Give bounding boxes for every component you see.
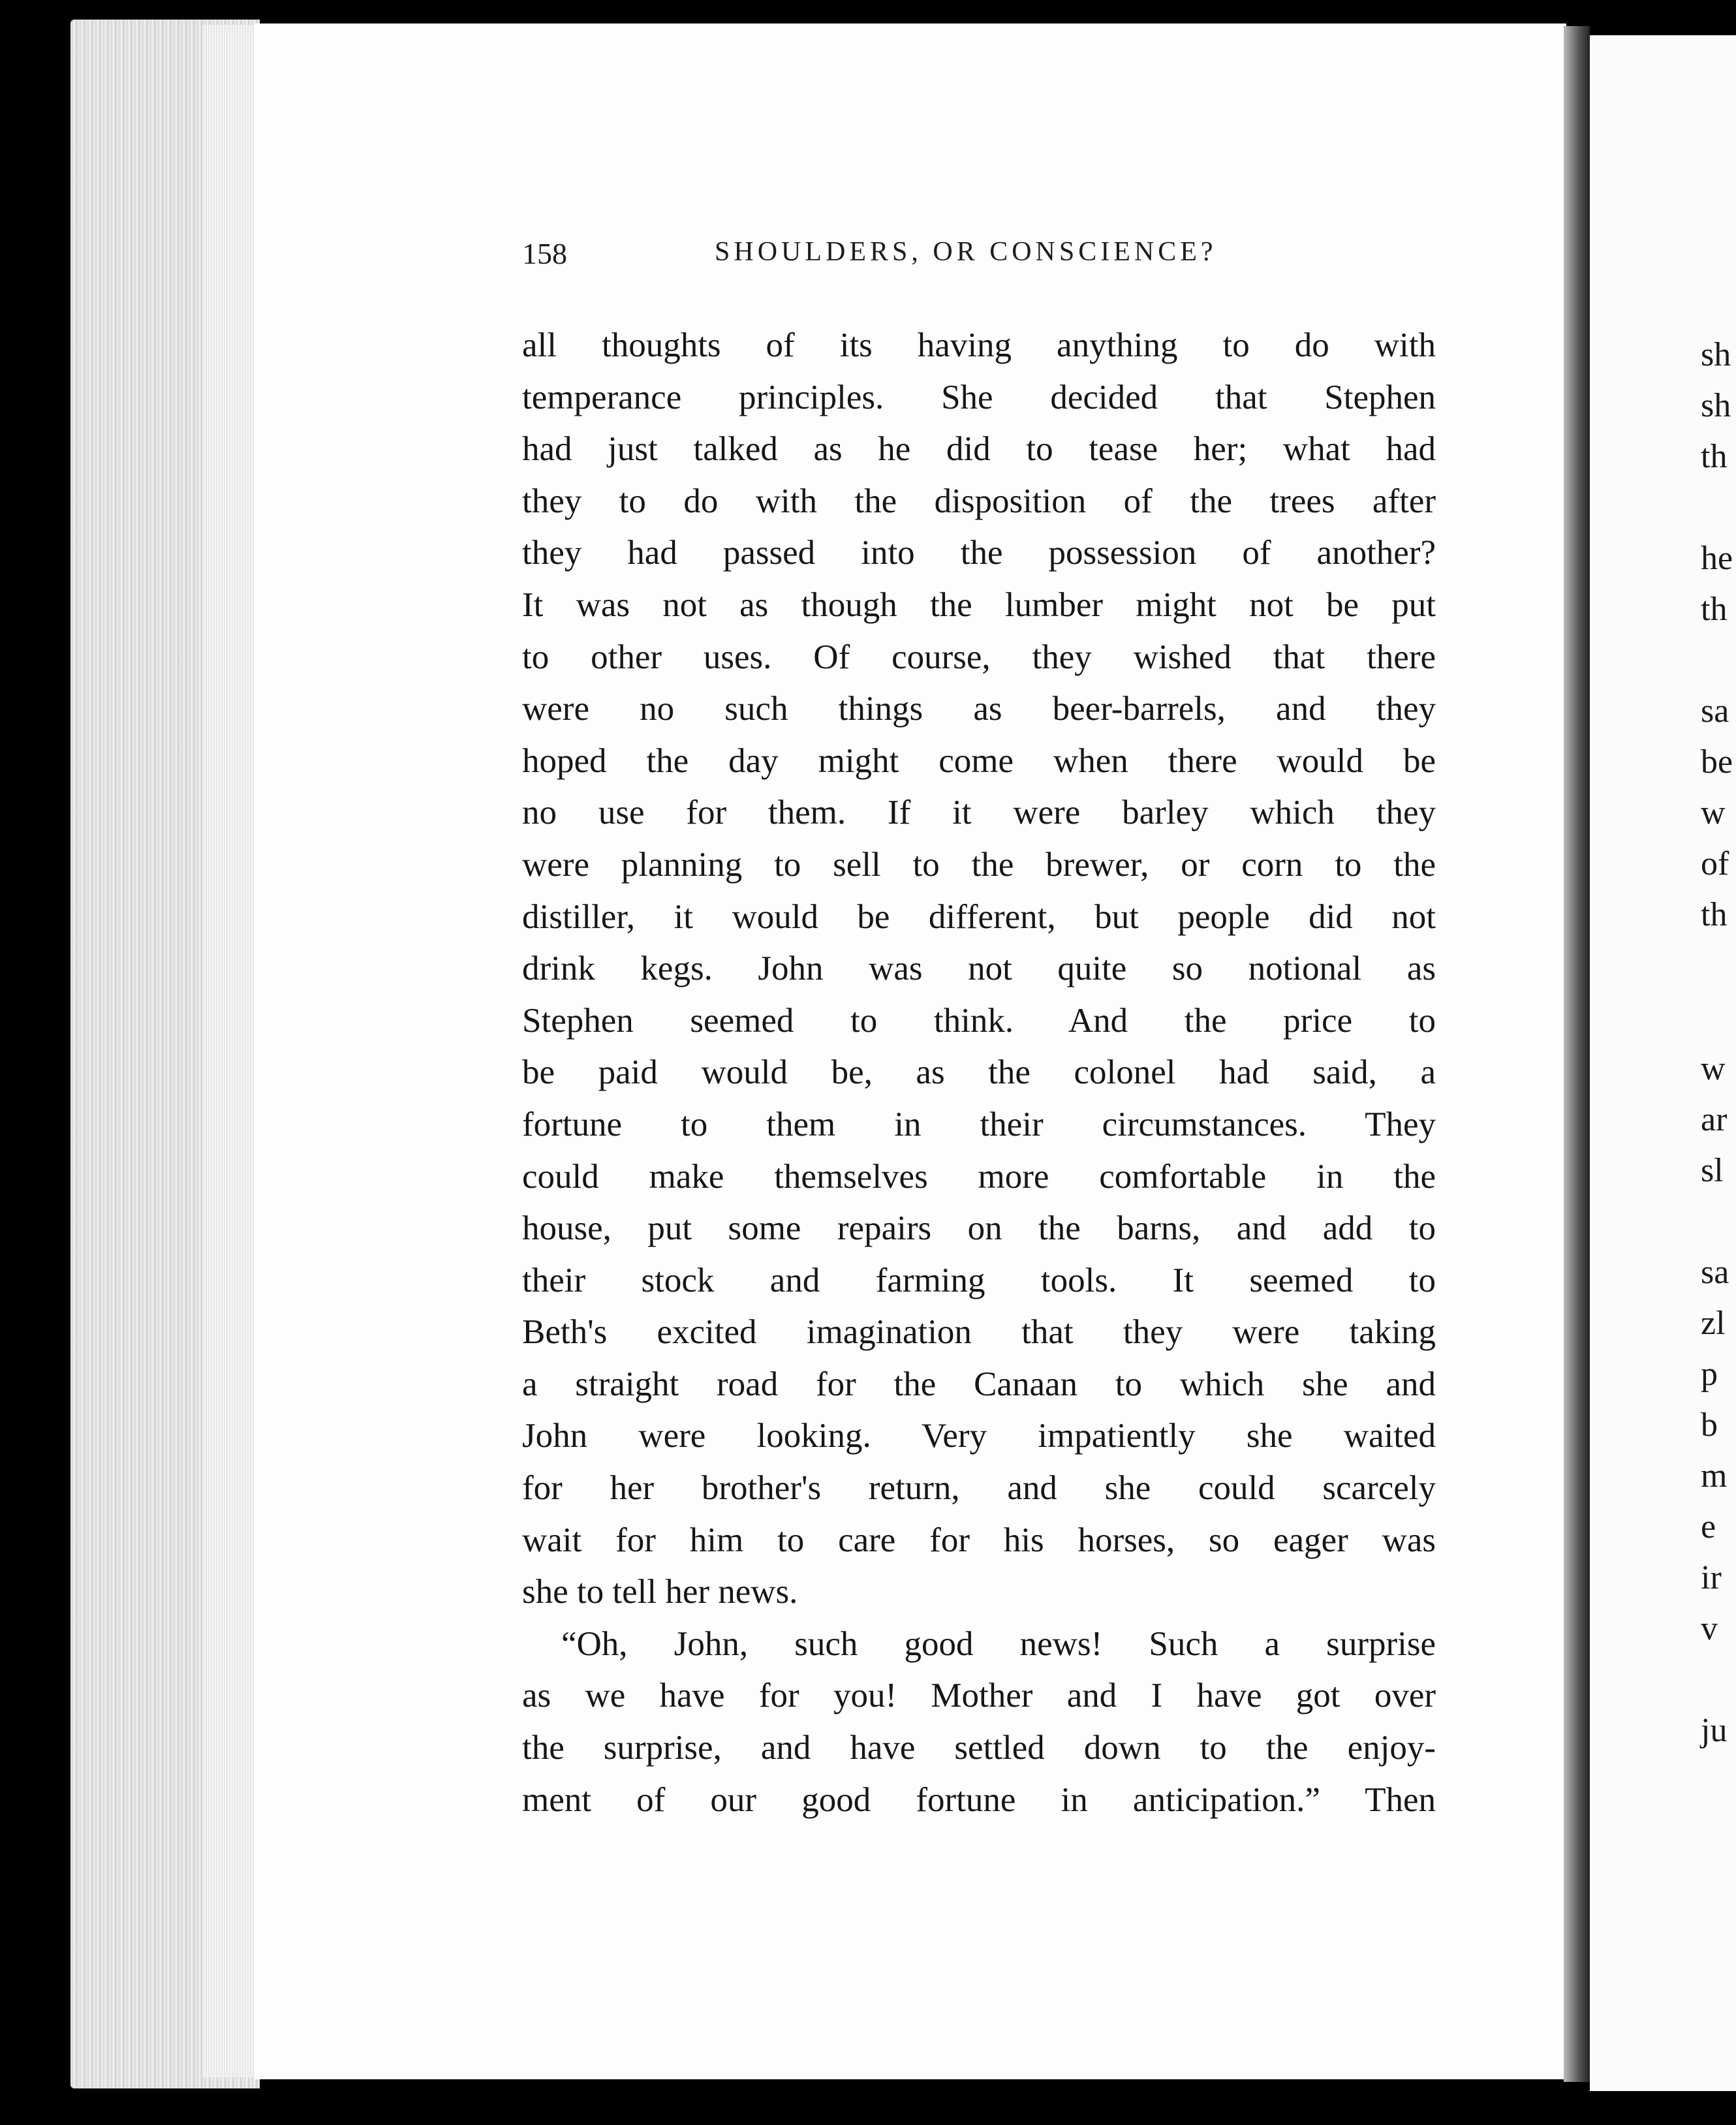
text-line: were planning to sell to the brewer, or corn to the [522, 845, 1436, 884]
text-line: John were looking. Very impatiently she waited [522, 1417, 1436, 1455]
text-line: It was not as though the lumber might not be put [522, 585, 1436, 624]
text-line: for her brother's return, and she could scarcely [522, 1469, 1436, 1508]
page-stack-inner [202, 25, 261, 2077]
right-fragment: b [1701, 1406, 1718, 1444]
text-line: had just talked as he did to tease her; what had [522, 430, 1436, 469]
text-line: were no such things as beer-barrels, and they [522, 690, 1436, 728]
text-line: no use for them. If it were barley which they [522, 794, 1436, 832]
right-fragment: sh [1701, 387, 1731, 424]
text-line: hoped the day might come when there would be [522, 741, 1436, 780]
text-line: “Oh, John, such good news! Such a surprise [561, 1624, 1436, 1663]
right-fragment: p [1701, 1356, 1718, 1393]
text-line: all thoughts of its having anything to do with [522, 326, 1436, 364]
right-fragment: ir [1701, 1559, 1722, 1596]
right-fragment: of [1701, 845, 1729, 882]
right-fragment: m [1701, 1457, 1728, 1495]
right-fragment: sl [1701, 1152, 1724, 1189]
right-fragment: th [1701, 591, 1728, 628]
text-line: they had passed into the possession of another? [522, 534, 1436, 572]
text-line: as we have for you! Mother and I have got over [522, 1677, 1436, 1715]
right-fragment: th [1701, 438, 1728, 475]
right-fragment: sh [1701, 336, 1731, 373]
right-fragment: ju [1701, 1712, 1728, 1749]
right-fragment: v [1701, 1610, 1718, 1647]
text-line: distiller, it would be different, but people did not [522, 897, 1436, 936]
text-line: their stock and farming tools. It seemed to [522, 1261, 1436, 1299]
text-line: the surprise, and have settled down to the enjoy- [522, 1729, 1436, 1767]
text-line: house, put some repairs on the barns, and add to [522, 1209, 1436, 1248]
text-line: they to do with the disposition of the trees after [522, 482, 1436, 520]
right-fragment: ar [1701, 1101, 1728, 1138]
text-line: she to tell her news. [522, 1573, 798, 1611]
right-fragment: w [1701, 1050, 1726, 1087]
text-line: could make themselves more comfortable in the [522, 1157, 1436, 1196]
body-text [522, 320, 1436, 1826]
page-number: 158 [522, 237, 567, 270]
text-line: Beth's excited imagination that they were taking [522, 1313, 1436, 1352]
right-fragment: be [1701, 743, 1733, 781]
right-fragment: e [1701, 1508, 1716, 1545]
text-line: fortune to them in their circumstances. They [522, 1105, 1436, 1143]
right-fragment: sa [1701, 692, 1729, 730]
book-gutter [1564, 26, 1590, 2082]
right-fragment: sa [1701, 1254, 1729, 1291]
text-line: be paid would be, as the colonel had said, a [522, 1053, 1436, 1092]
right-fragment: zl [1701, 1305, 1726, 1342]
running-title: SHOULDERS, OR CONSCIENCE? [715, 237, 1217, 267]
text-line: drink kegs. John was not quite so notional as [522, 950, 1436, 988]
text-line: a straight road for the Canaan to which she and [522, 1365, 1436, 1403]
text-line: temperance principles. She decided that Stephen [522, 378, 1436, 416]
text-line: wait for him to care for his horses, so eager was [522, 1521, 1436, 1559]
right-fragment: he [1701, 540, 1733, 577]
right-fragment: w [1701, 794, 1726, 831]
right-fragment: th [1701, 896, 1728, 933]
text-line: to other uses. Of course, they wished that there [522, 638, 1436, 676]
text-line: Stephen seemed to think. And the price to [522, 1001, 1436, 1040]
text-line: ment of our good fortune in anticipation.” Then [522, 1780, 1436, 1819]
